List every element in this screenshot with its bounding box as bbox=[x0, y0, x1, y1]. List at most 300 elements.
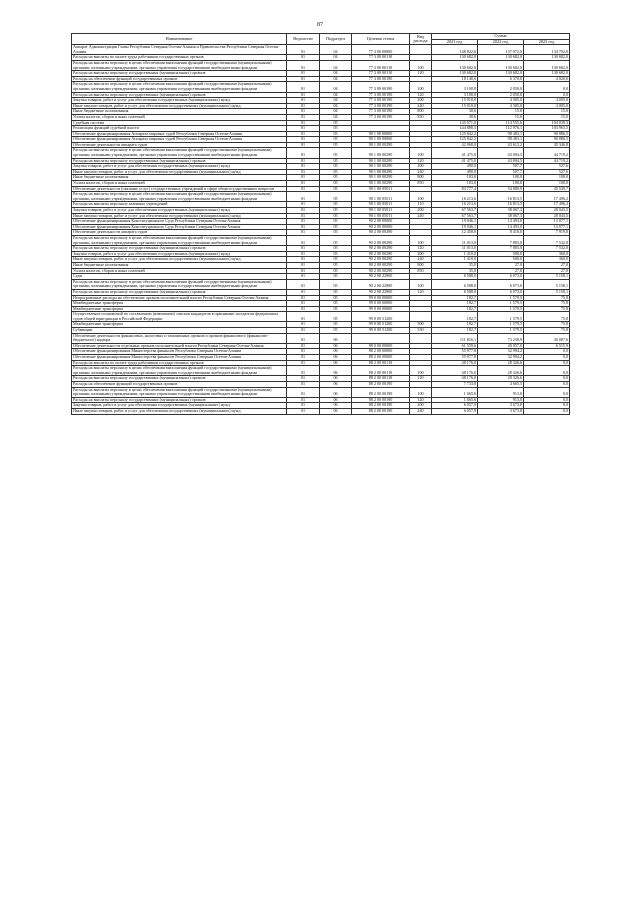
row-department: 01 bbox=[287, 186, 320, 192]
row-department: 01 bbox=[287, 71, 320, 77]
table-row bbox=[72, 192, 570, 202]
row-sum-2021: 490,0 bbox=[432, 164, 478, 170]
row-subsection: 04 bbox=[320, 82, 352, 92]
row-department: 01 bbox=[287, 142, 320, 148]
row-sum-2021: 125 842,2 bbox=[432, 137, 478, 143]
row-sum-2023: 15,0 bbox=[524, 109, 570, 115]
page-number: 87 bbox=[317, 22, 323, 28]
row-expense-type: 240 bbox=[410, 103, 432, 109]
row-sum-2021: 61 559,6 bbox=[432, 343, 478, 349]
row-target-article: 88 0 00 00000 bbox=[352, 343, 410, 349]
row-subsection: 04 bbox=[320, 92, 352, 98]
row-name: Расходы на выплаты персоналу в целях обеспечения выполнения функций государственными (муниципальными) органами, казенными учреждениями, органами управления государственными внебюджетными фондами bbox=[72, 148, 287, 158]
row-sum-2023: 75,8 bbox=[524, 312, 570, 322]
row-sum-2021: 48 176,0 bbox=[432, 360, 478, 366]
row-target-article: 99 0 00 00000 bbox=[352, 301, 410, 307]
row-target-article: 77 3 00 00190 bbox=[352, 103, 410, 109]
row-sum-2022: 98 483,1 bbox=[478, 131, 524, 137]
row-name: Расходы на выплаты персоналу в целях обеспечения выполнения функций государственными (муниципальными) органами, казенными учреждениями, органами управления государственными внебюджетными фондами bbox=[72, 387, 287, 397]
row-department: 01 bbox=[287, 55, 320, 61]
row-name: Расходы на обеспечение функций государственных органов bbox=[72, 382, 287, 388]
row-sum-2022: 507,7 bbox=[478, 164, 524, 170]
row-sum-2023: 0,0 bbox=[524, 360, 570, 366]
row-sum-2022: 15,0 bbox=[478, 109, 524, 115]
row-target-article: 88 2 00 00190 bbox=[352, 387, 410, 397]
row-sum-2021: 7 733,8 bbox=[432, 382, 478, 388]
row-expense-type bbox=[410, 333, 432, 343]
row-department: 01 bbox=[287, 360, 320, 366]
row-name: Иные бюджетные ассигнования bbox=[72, 262, 287, 268]
row-expense-type: 850 bbox=[410, 181, 432, 187]
row-sum-2021: 130 682,0 bbox=[432, 60, 478, 70]
row-name: Расходы на выплаты персоналу государственных (муниципальных) органов bbox=[72, 376, 287, 382]
row-sum-2022: 73 230,9 bbox=[478, 333, 524, 343]
row-sum-2023: 45 539,7 bbox=[524, 186, 570, 192]
row-subsection: 06 bbox=[320, 382, 352, 388]
row-name: Уплата налогов, сборов и иных платежей bbox=[72, 114, 287, 120]
row-subsection: 05 bbox=[320, 328, 352, 334]
row-name: Закупка товаров, работ и услуг для обеспечения государственных (муниципальных) нужд bbox=[72, 98, 287, 104]
row-sum-2022: 27,0 bbox=[478, 268, 524, 274]
row-name: Реализация функций судебной власти bbox=[72, 126, 287, 132]
row-name: Расходы на выплаты по оплате труда работников государственных органов bbox=[72, 360, 287, 366]
row-department: 01 bbox=[287, 322, 320, 328]
row-target-article: 90 2 00 00000 bbox=[352, 219, 410, 225]
row-sum-2022: 913,0 bbox=[478, 387, 524, 397]
row-sum-2021: 30,6 bbox=[432, 109, 478, 115]
row-subsection: 06 bbox=[320, 366, 352, 376]
row-expense-type: 850 bbox=[410, 268, 432, 274]
row-sum-2023: 75,8 bbox=[524, 328, 570, 334]
row-name: Расходы на выплаты персоналу государственных (муниципальных) органов bbox=[72, 289, 287, 295]
row-sum-2022: 43 004,5 bbox=[478, 158, 524, 164]
row-sum-2021: 130 682,0 bbox=[432, 71, 478, 77]
table-row bbox=[72, 235, 570, 245]
row-subsection: 05 bbox=[320, 126, 352, 132]
row-name: Расходы на выплаты персоналу государственных (муниципальных) органов bbox=[72, 397, 287, 403]
row-target-article: 90 2 00 22900 bbox=[352, 279, 410, 289]
row-department: 01 bbox=[287, 120, 320, 126]
row-sum-2022: 2 050,0 bbox=[478, 92, 524, 98]
row-target-article: 90 1 00 00290 bbox=[352, 181, 410, 187]
row-target-article: 99 0 00 51200 bbox=[352, 328, 410, 334]
row-department: 01 bbox=[287, 366, 320, 376]
row-target-article: 90 2 00 22900 bbox=[352, 289, 410, 295]
row-sum-2023: 44 719,2 bbox=[524, 158, 570, 164]
row-sum-2023: 30 007,6 bbox=[524, 333, 570, 343]
row-sum-2021: 130 682,0 bbox=[432, 55, 478, 61]
table-row bbox=[72, 60, 570, 70]
row-subsection: 05 bbox=[320, 224, 352, 230]
row-sum-2021: 1 665,6 bbox=[432, 387, 478, 397]
row-department: 01 bbox=[287, 202, 320, 208]
row-sum-2023: 0,0 bbox=[524, 403, 570, 409]
row-sum-2022: 4 305,0 bbox=[478, 98, 524, 104]
row-subsection: 06 bbox=[320, 387, 352, 397]
row-expense-type: 200 bbox=[410, 251, 432, 257]
row-expense-type: 800 bbox=[410, 175, 432, 181]
row-subsection: 04 bbox=[320, 109, 352, 115]
row-sum-2021: 48 176,0 bbox=[432, 376, 478, 382]
row-sum-2021: 35,0 bbox=[432, 268, 478, 274]
row-department: 01 bbox=[287, 268, 320, 274]
row-sum-2022: 7 883,0 bbox=[478, 246, 524, 252]
row-subsection: 06 bbox=[320, 397, 352, 403]
table-row bbox=[72, 148, 570, 158]
row-sum-2022: 38 067,3 bbox=[478, 208, 524, 214]
row-department: 01 bbox=[287, 109, 320, 115]
row-expense-type: 100 bbox=[410, 192, 432, 202]
row-sum-2022: 6 073,0 bbox=[478, 289, 524, 295]
row-sum-2021: 1 665,6 bbox=[432, 397, 478, 403]
row-sum-2022: 43 612,2 bbox=[478, 142, 524, 148]
header-year-2023: 2023 год bbox=[524, 39, 570, 45]
row-sum-2023: 7 532,0 bbox=[524, 235, 570, 245]
row-sum-2023: 75,8 bbox=[524, 322, 570, 328]
row-name: Расходы на выплаты персоналу в целях обеспечения выполнения функций государственными (муниципальными) органами, казенными учреждениями, органами управления государственными внебюджетными фондами bbox=[72, 60, 287, 70]
row-sum-2023: 5 158,1 bbox=[524, 279, 570, 289]
row-sum-2021: 1 410,0 bbox=[432, 251, 478, 257]
row-sum-2021: 19 046,1 bbox=[432, 224, 478, 230]
row-department: 01 bbox=[287, 213, 320, 219]
row-target-article: 99 0 00 51200 bbox=[352, 312, 410, 322]
row-department: 01 bbox=[287, 219, 320, 225]
row-subsection: 05 bbox=[320, 158, 352, 164]
row-department: 01 bbox=[287, 114, 320, 120]
row-sum-2023: 13 077,1 bbox=[524, 219, 570, 225]
row-sum-2022: 1 579,5 bbox=[478, 306, 524, 312]
row-sum-2023: 75,8 bbox=[524, 301, 570, 307]
row-subsection: 05 bbox=[320, 289, 352, 295]
row-target-article: 77 3 00 00190 bbox=[352, 92, 410, 98]
row-department: 01 bbox=[287, 76, 320, 82]
row-name: Обеспечение деятельности (оказание услуг) государственных учреждений в сфере общегосударственных вопросов bbox=[72, 186, 287, 192]
table-row bbox=[72, 387, 570, 397]
header-department: Ведомство bbox=[287, 34, 320, 45]
row-target-article: 88 2 00 00190 bbox=[352, 408, 410, 414]
row-sum-2022: 16 813,5 bbox=[478, 202, 524, 208]
row-subsection: 04 bbox=[320, 71, 352, 77]
row-expense-type: 100 bbox=[410, 279, 432, 289]
row-name: Иные бюджетные ассигнования bbox=[72, 175, 287, 181]
row-subsection: 06 bbox=[320, 349, 352, 355]
row-department: 01 bbox=[287, 301, 320, 307]
row-target-article: 90 2 00 00290 bbox=[352, 230, 410, 236]
row-department: 01 bbox=[287, 306, 320, 312]
row-department: 01 bbox=[287, 164, 320, 170]
row-name: Расходы на выплаты персоналу в целях обеспечения выполнения функций государственными (муниципальными) органами, казенными учреждениями, органами управления государственными внебюджетными фондами bbox=[72, 235, 287, 245]
row-sum-2023: 0,0 bbox=[524, 82, 570, 92]
row-department: 01 bbox=[287, 408, 320, 414]
row-name: Иные бюджетные ассигнования bbox=[72, 109, 287, 115]
row-expense-type: 110 bbox=[410, 202, 432, 208]
row-sum-2023: 5 158,1 bbox=[524, 289, 570, 295]
row-department: 01 bbox=[287, 343, 320, 349]
row-sum-2022: 1 579,5 bbox=[478, 328, 524, 334]
row-sum-2022: 28 326,6 bbox=[478, 376, 524, 382]
row-sum-2021: 6 588,0 bbox=[432, 274, 478, 280]
row-target-article: 90 2 00 00290 bbox=[352, 257, 410, 263]
row-sum-2021: 144 888,3 bbox=[432, 126, 478, 132]
row-name: Суды bbox=[72, 274, 287, 280]
row-target-article: 90 1 00 00000 bbox=[352, 137, 410, 143]
row-target-article: 77 3 00 00190 bbox=[352, 114, 410, 120]
row-expense-type: 200 bbox=[410, 98, 432, 104]
row-subsection: 05 bbox=[320, 148, 352, 158]
row-sum-2021: 125 842,2 bbox=[432, 131, 478, 137]
row-sum-2022: 130 682,0 bbox=[478, 60, 524, 70]
row-sum-2022: 3 673,8 bbox=[478, 403, 524, 409]
row-expense-type: 800 bbox=[410, 109, 432, 115]
row-sum-2023: 104 039,3 bbox=[524, 120, 570, 126]
row-name: Расходы на выплаты персоналу государственных (муниципальных) органов bbox=[72, 92, 287, 98]
row-name: Субвенции bbox=[72, 328, 287, 334]
row-name: Обеспечение функционирования Аппарата мировых судей Республики Северная Осетия-Алания bbox=[72, 137, 287, 143]
row-sum-2021: 83 777,4 bbox=[432, 186, 478, 192]
row-target-article: 88 2 00 00190 bbox=[352, 397, 410, 403]
row-sum-2022: 500,0 bbox=[478, 257, 524, 263]
table-body bbox=[72, 45, 570, 414]
row-target-article: 90 1 00 05011 bbox=[352, 186, 410, 192]
row-name: Иные закупки товаров, работ и услуг для обеспечения государственных (муниципальных) нужд bbox=[72, 257, 287, 263]
row-department: 01 bbox=[287, 137, 320, 143]
row-department: 01 bbox=[287, 274, 320, 280]
row-name: Иные закупки товаров, работ и услуг для обеспечения государственных (муниципальных) нужд bbox=[72, 213, 287, 219]
row-sum-2023: 13 077,1 bbox=[524, 224, 570, 230]
row-target-article: 90 2 00 00290 bbox=[352, 246, 410, 252]
row-sum-2023: 0,0 bbox=[524, 397, 570, 403]
row-target-article: 90 1 00 05011 bbox=[352, 192, 410, 202]
row-subsection: 05 bbox=[320, 208, 352, 214]
row-expense-type: 120 bbox=[410, 71, 432, 77]
row-sum-2023: 4 020,0 bbox=[524, 76, 570, 82]
row-name: Обеспечение функционирования Министерства финансов Республики Северная Осетия-Алания bbox=[72, 349, 287, 355]
row-department: 01 bbox=[287, 131, 320, 137]
row-target-article: 90 2 00 00000 bbox=[352, 224, 410, 230]
row-sum-2021: 55 977,8 bbox=[432, 355, 478, 361]
row-subsection: 06 bbox=[320, 355, 352, 361]
header-expense-type: Вид расхода bbox=[410, 34, 432, 45]
row-department: 01 bbox=[287, 103, 320, 109]
row-department: 01 bbox=[287, 355, 320, 361]
row-target-article: 90 1 00 00290 bbox=[352, 158, 410, 164]
row-sum-2023: 28 043,5 bbox=[524, 208, 570, 214]
row-subsection: 05 bbox=[320, 306, 352, 312]
row-department: 01 bbox=[287, 397, 320, 403]
table-row bbox=[72, 366, 570, 376]
row-sum-2021: 11 013,0 bbox=[432, 235, 478, 245]
row-sum-2022: 130 682,0 bbox=[478, 71, 524, 77]
row-target-article: 90 2 00 00290 bbox=[352, 262, 410, 268]
row-sum-2021: 48 176,0 bbox=[432, 366, 478, 376]
row-subsection: 05 bbox=[320, 230, 352, 236]
row-target-article: 90 1 00 00290 bbox=[352, 164, 410, 170]
header-year-2021: 2021 год bbox=[432, 39, 478, 45]
row-target-article: 77 3 00 00190 bbox=[352, 82, 410, 92]
row-expense-type: 120 bbox=[410, 397, 432, 403]
row-subsection: 05 bbox=[320, 142, 352, 148]
row-department: 01 bbox=[287, 175, 320, 181]
row-name: Межбюджетные трансферты bbox=[72, 322, 287, 328]
row-target-article: 88 2 00 00110 bbox=[352, 360, 410, 366]
row-sum-2023: 45 346,8 bbox=[524, 142, 570, 148]
row-expense-type: 530 bbox=[410, 328, 432, 334]
row-sum-2023: 103 963,5 bbox=[524, 126, 570, 132]
row-expense-type: 800 bbox=[410, 262, 432, 268]
row-sum-2022: 32 994,2 bbox=[478, 355, 524, 361]
row-subsection: 05 bbox=[320, 295, 352, 301]
row-department: 01 bbox=[287, 328, 320, 334]
row-target-article: 88 2 00 00110 bbox=[352, 366, 410, 376]
row-name: Обеспечение деятельности отдельных органов исполнительной власти Республики Северная Осетия-Алания bbox=[72, 343, 287, 349]
row-expense-type: 120 bbox=[410, 289, 432, 295]
row-name: Осуществление полномочий по составлению (изменению) списков кандидатов в присяжные заседатели федеральных судов общей юрисдикции в Российской Федерации bbox=[72, 312, 287, 322]
row-department: 01 bbox=[287, 235, 320, 245]
row-name: Обеспечение функционирования Конституционного Суда Республики Северная Осетия-Алания bbox=[72, 219, 287, 225]
row-sum-2023: 527,6 bbox=[524, 164, 570, 170]
row-department: 01 bbox=[287, 295, 320, 301]
row-expense-type: 200 bbox=[410, 208, 432, 214]
row-target-article: 90 1 00 00290 bbox=[352, 142, 410, 148]
row-target-article: 88 2 00 00000 bbox=[352, 349, 410, 355]
row-sum-2023: 130 682,0 bbox=[524, 55, 570, 61]
row-department: 01 bbox=[287, 192, 320, 202]
row-subsection: 04 bbox=[320, 114, 352, 120]
row-sum-2022: 1 579,5 bbox=[478, 301, 524, 307]
row-expense-type: 100 bbox=[410, 235, 432, 245]
row-sum-2021: 490,0 bbox=[432, 169, 478, 175]
row-sum-2023: 0,0 bbox=[524, 366, 570, 376]
row-department: 01 bbox=[287, 349, 320, 355]
header-subsection: Подраздел bbox=[320, 34, 352, 45]
row-sum-2023: 0,0 bbox=[524, 382, 570, 388]
row-sum-2023: 360,0 bbox=[524, 251, 570, 257]
row-sum-2023: 130 682,0 bbox=[524, 71, 570, 77]
row-sum-2021: 3 100,0 bbox=[432, 92, 478, 98]
row-sum-2021: 41 475,0 bbox=[432, 158, 478, 164]
row-sum-2022: 6 370,0 bbox=[478, 76, 524, 82]
row-sum-2023: 28 043,5 bbox=[524, 213, 570, 219]
row-sum-2021: 18 140,6 bbox=[432, 76, 478, 82]
row-department: 01 bbox=[287, 376, 320, 382]
row-target-article: 88 2 00 00190 bbox=[352, 382, 410, 388]
row-name: Закупка товаров, работ и услуг для обеспечения государственных (муниципальных) нужд bbox=[72, 251, 287, 257]
row-target-article: 88 2 00 00190 bbox=[352, 403, 410, 409]
row-subsection: 05 bbox=[320, 175, 352, 181]
row-sum-2022: 2 050,0 bbox=[478, 82, 524, 92]
row-subsection: 04 bbox=[320, 60, 352, 70]
row-name: Расходы на выплаты персоналу государственных (муниципальных) органов bbox=[72, 158, 287, 164]
row-sum-2022: 112 976,1 bbox=[478, 126, 524, 132]
row-sum-2023: 27,0 bbox=[524, 268, 570, 274]
row-expense-type: 100 bbox=[410, 60, 432, 70]
table-row bbox=[72, 312, 570, 322]
row-name: Расходы на выплаты персоналу казенных учреждений bbox=[72, 202, 287, 208]
row-expense-type: 240 bbox=[410, 213, 432, 219]
row-name: Обеспечение деятельности аппарата судов bbox=[72, 142, 287, 148]
row-sum-2023: 134 702,0 bbox=[524, 45, 570, 55]
row-subsection: 05 bbox=[320, 322, 352, 328]
row-sum-2021: 55 977,8 bbox=[432, 349, 478, 355]
row-sum-2023: 0,0 bbox=[524, 387, 570, 397]
row-sum-2021: 19 046,1 bbox=[432, 219, 478, 225]
row-subsection: 05 bbox=[320, 246, 352, 252]
row-expense-type: 100 bbox=[410, 82, 432, 92]
row-sum-2023: 7 919,0 bbox=[524, 230, 570, 236]
row-subsection: 06 bbox=[320, 333, 352, 343]
row-subsection: 05 bbox=[320, 131, 352, 137]
row-sum-2022: 1 579,5 bbox=[478, 312, 524, 322]
row-sum-2021: 15 010,0 bbox=[432, 103, 478, 109]
row-name: Обеспечение деятельности аппарата судов bbox=[72, 230, 287, 236]
row-expense-type: 240 bbox=[410, 169, 432, 175]
row-name: Закупка товаров, работ и услуг для обеспечения государственных (муниципальных) нужд bbox=[72, 208, 287, 214]
row-sum-2021: 41 475,0 bbox=[432, 148, 478, 158]
row-sum-2021: 182,7 bbox=[432, 322, 478, 328]
row-sum-2023: 90 886,5 bbox=[524, 137, 570, 143]
row-target-article: 90 2 00 22900 bbox=[352, 274, 410, 280]
row-target-article: 77 3 00 00190 bbox=[352, 76, 410, 82]
row-name: Иные закупки товаров, работ и услуг для обеспечения государственных (муниципальных) нужд bbox=[72, 408, 287, 414]
row-department: 01 bbox=[287, 257, 320, 263]
row-subsection: 05 bbox=[320, 279, 352, 289]
row-sum-2022: 1 579,5 bbox=[478, 295, 524, 301]
row-sum-2021: 67 563,7 bbox=[432, 208, 478, 214]
row-sum-2023: 6 515,9 bbox=[524, 343, 570, 349]
row-sum-2021: 3 100,0 bbox=[432, 82, 478, 92]
row-subsection: 05 bbox=[320, 219, 352, 225]
row-expense-type: 120 bbox=[410, 246, 432, 252]
row-department: 01 bbox=[287, 126, 320, 132]
row-target-article: 77 3 00 00110 bbox=[352, 55, 410, 61]
row-target-article: 88 2 00 00110 bbox=[352, 376, 410, 382]
row-sum-2023: 4 005,0 bbox=[524, 103, 570, 109]
row-target-article: 90 1 00 05011 bbox=[352, 208, 410, 214]
row-sum-2023: 15,0 bbox=[524, 114, 570, 120]
row-subsection: 05 bbox=[320, 268, 352, 274]
header-target-article: Целевая статья bbox=[352, 34, 410, 45]
row-name: Обеспечение функционирования Министерства финансов Республики Северная Осетия-Алания bbox=[72, 355, 287, 361]
row-name: Обеспечение деятельности финансовых, налоговых и таможенных органов и органов финансового (финансово-бюджетного) надзора bbox=[72, 333, 287, 343]
row-sum-2021: 182,7 bbox=[432, 295, 478, 301]
row-sum-2023: 17 496,2 bbox=[524, 202, 570, 208]
row-sum-2023: 75,8 bbox=[524, 295, 570, 301]
row-target-article: 77 3 00 00190 bbox=[352, 109, 410, 115]
row-department: 01 bbox=[287, 224, 320, 230]
row-target-article: 77 3 00 00000 bbox=[352, 45, 410, 55]
row-name: Уплата налогов, сборов и иных платежей bbox=[72, 181, 287, 187]
row-sum-2023: 0,0 bbox=[524, 408, 570, 414]
header-name: Наименование bbox=[72, 34, 287, 45]
row-expense-type: 120 bbox=[410, 376, 432, 382]
row-department: 01 bbox=[287, 45, 320, 55]
row-subsection: 06 bbox=[320, 376, 352, 382]
row-subsection: 04 bbox=[320, 45, 352, 55]
row-subsection: 05 bbox=[320, 274, 352, 280]
row-sum-2023: 27,0 bbox=[524, 262, 570, 268]
row-expense-type: 100 bbox=[410, 366, 432, 376]
budget-table bbox=[71, 33, 570, 415]
row-name: Расходы на выплаты персоналу государственных (муниципальных) органов bbox=[72, 71, 287, 77]
header-sum: Сумма bbox=[432, 34, 570, 40]
row-department: 01 bbox=[287, 312, 320, 322]
row-sum-2021: 6 057,9 bbox=[432, 403, 478, 409]
row-subsection: 05 bbox=[320, 137, 352, 143]
row-subsection: 06 bbox=[320, 343, 352, 349]
row-sum-2022: 28 326,6 bbox=[478, 366, 524, 376]
row-target-article: 90 1 00 00290 bbox=[352, 148, 410, 158]
row-sum-2022: 98 483,1 bbox=[478, 137, 524, 143]
